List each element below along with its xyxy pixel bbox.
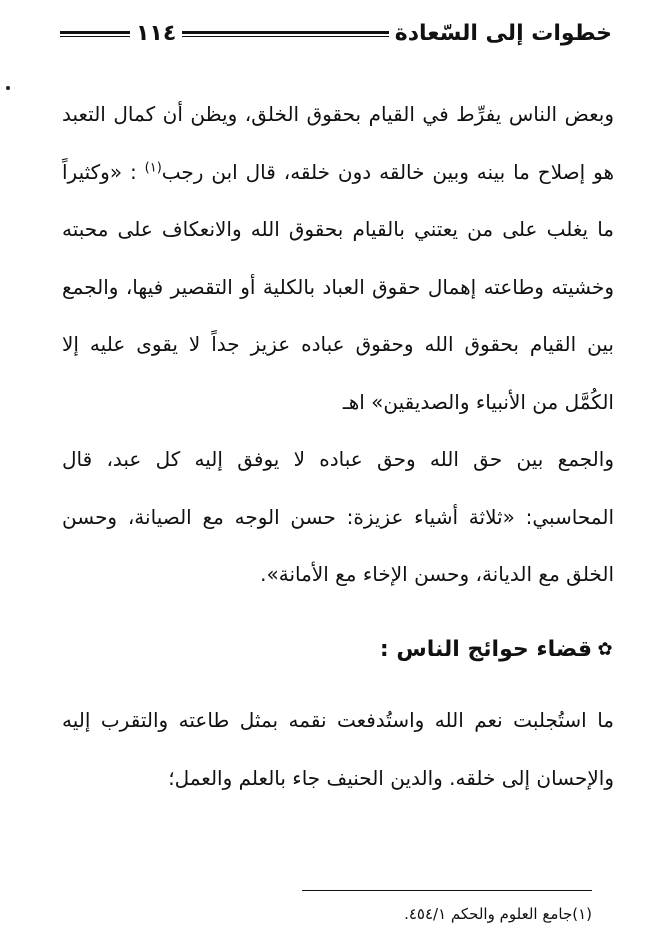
- section-heading-text: قضاء حوائج الناس :: [379, 637, 592, 662]
- footnote-reference: (١): [144, 159, 162, 175]
- paragraph-2: والجمع بين حق الله وحق عباده لا يوفق إليه كل عبد، قال المحاسبي: «ثلاثة أشياء عزيزة: حسن الوجه مع الصيانة، وحسن الخلق مع الديانة، وحسن الإخاء مع الأمانة».: [62, 447, 614, 586]
- paragraph-1: [62, 86, 614, 431]
- footnote-separator: [302, 890, 592, 891]
- flower-ornament-icon: ✿: [597, 639, 613, 660]
- margin-dot: [6, 86, 10, 90]
- main-text: [62, 86, 614, 604]
- page-number: ١١٤: [136, 20, 177, 46]
- paragraph-1-quote: : «وكثيراً ما يغلب على من يعتني بالقيام بحقوق الله والانعكاف على محبته وخشيته وطاعته إهمال حقوق العباد بالكلية أو التقصير فيها، والجمع بين القيام بحقوق الله وحقوق عباده عزيز جداً لا يقوى عليه إلا الكُمَّل من الأنبياء والصديقين» اهـ: [62, 159, 614, 414]
- book-title: خطوات إلى السّعادة: [394, 20, 612, 46]
- section-heading: [62, 630, 614, 670]
- running-header: [60, 16, 612, 50]
- footnote: (١)جامع العلوم والحكم ٤٥٤/١.: [404, 905, 592, 923]
- header-rule-short: [60, 31, 130, 37]
- section-text: [62, 692, 614, 807]
- paragraph-1-text: وبعض الناس يفرِّط في القيام بحقوق الخلق، ويظن أن كمال التعبد هو إصلاح ما بينه وبين خالقه دون خلقه، قال ابن رجب: [62, 102, 614, 184]
- section-paragraph: ما استُجلبت نعم الله واستُدفعت نقمه بمثل طاعته والتقرب إليه والإحسان إلى خلقه. والدين الحنيف جاء بالعلم والعمل؛: [62, 708, 614, 790]
- header-rule: [182, 31, 388, 37]
